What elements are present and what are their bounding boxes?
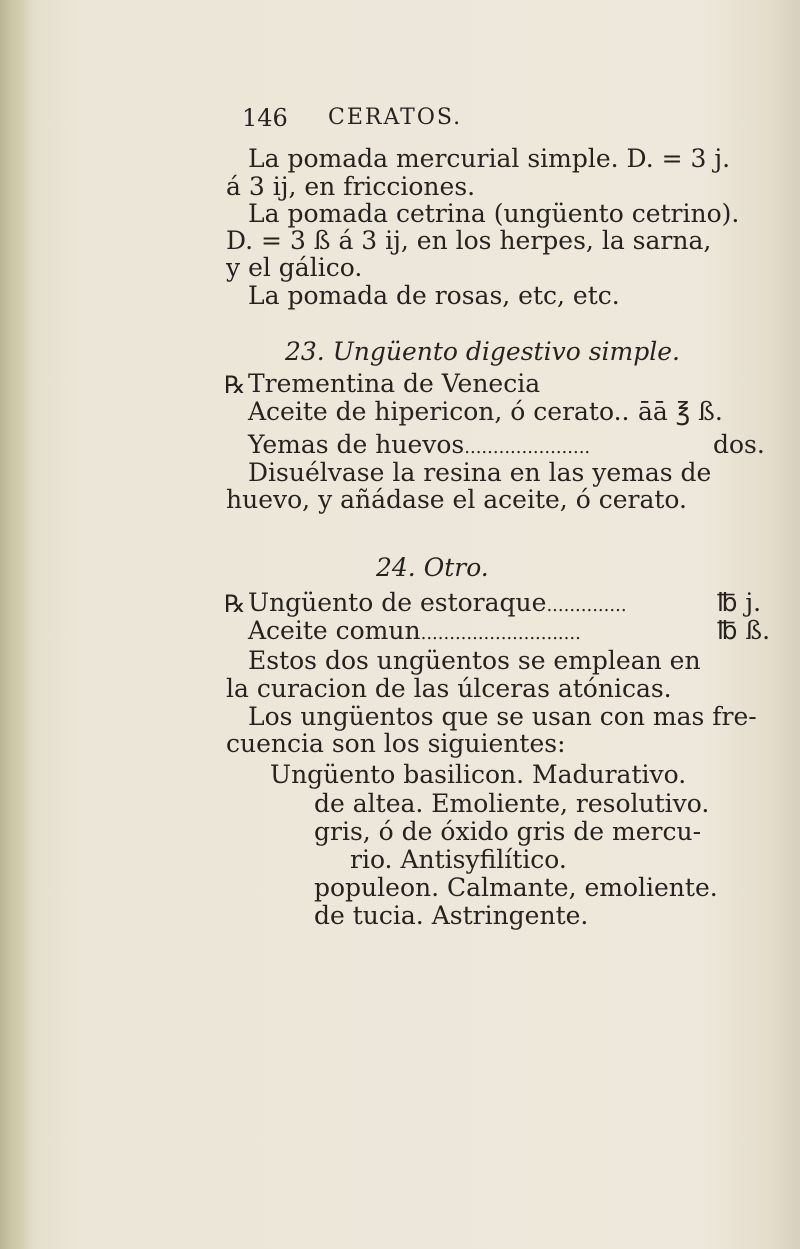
ingredient-row xyxy=(248,369,540,399)
list-line: populeon. Calmante, emoliente. xyxy=(314,873,718,902)
paragraph-line: Estos dos ungüentos se emplean en xyxy=(248,646,701,675)
ingredient-amount: ℔ ß. xyxy=(717,616,771,645)
ingredient-name: Aceite de hipericon, ó cerato.. xyxy=(248,397,630,426)
intro-line: á 3 ij, en fricciones. xyxy=(226,172,476,201)
paragraph-line: Los ungüentos que se usan con mas fre- xyxy=(248,702,757,731)
intro-line: y el gálico. xyxy=(226,253,363,282)
section-title-24: 24. Otro. xyxy=(376,553,489,582)
intro-line: La pomada cetrina (ungüento cetrino). xyxy=(248,199,740,228)
intro-line: La pomada mercurial simple. D. = 3 j. xyxy=(248,144,731,173)
ingredient-name: Yemas de huevos xyxy=(248,430,465,459)
ingredient-row xyxy=(248,397,629,427)
ingredient-name: Trementina de Venecia xyxy=(248,369,541,398)
running-title: CERATOS. xyxy=(328,105,463,130)
list-line: Ungüento basilicon. Madurativo. xyxy=(270,760,687,789)
list-line: gris, ó de óxido gris de mercu- xyxy=(314,817,702,846)
recipe-symbol: ℞ xyxy=(224,590,246,618)
ingredient-name: Ungüento de estoraque xyxy=(248,588,547,617)
paragraph-line: la curacion de las úlceras atónicas. xyxy=(226,674,672,703)
leader-dots: ...................... xyxy=(464,437,591,458)
list-line: de tucia. Astringente. xyxy=(314,901,589,930)
instruction-line: Disuélvase la resina en las yemas de xyxy=(248,458,712,487)
leader-dots: .............. xyxy=(546,595,627,616)
paragraph-line: cuencia son los siguientes: xyxy=(226,729,566,758)
section-title-23: 23. Ungüento digestivo simple. xyxy=(285,337,680,366)
ingredient-name: Aceite comun xyxy=(248,616,421,645)
ingredient-row xyxy=(248,616,581,649)
ingredient-amount: ℔ j. xyxy=(717,588,762,617)
list-line: de altea. Emoliente, resolutivo. xyxy=(314,789,710,818)
page-number: 146 xyxy=(242,104,288,132)
recipe-symbol: ℞ xyxy=(224,371,246,399)
ingredient-amount: dos. xyxy=(713,430,765,459)
leader-dots: ............................ xyxy=(420,623,581,644)
ingredient-amount: āā ℥ ß. xyxy=(638,397,723,426)
intro-line: D. = 3 ß á 3 ij, en los herpes, la sarna, xyxy=(226,226,712,255)
list-line: rio. Antisyfilítico. xyxy=(350,845,567,874)
intro-line: La pomada de rosas, etc, etc. xyxy=(248,281,620,310)
instruction-line: huevo, y añádase el aceite, ó cerato. xyxy=(226,485,687,514)
